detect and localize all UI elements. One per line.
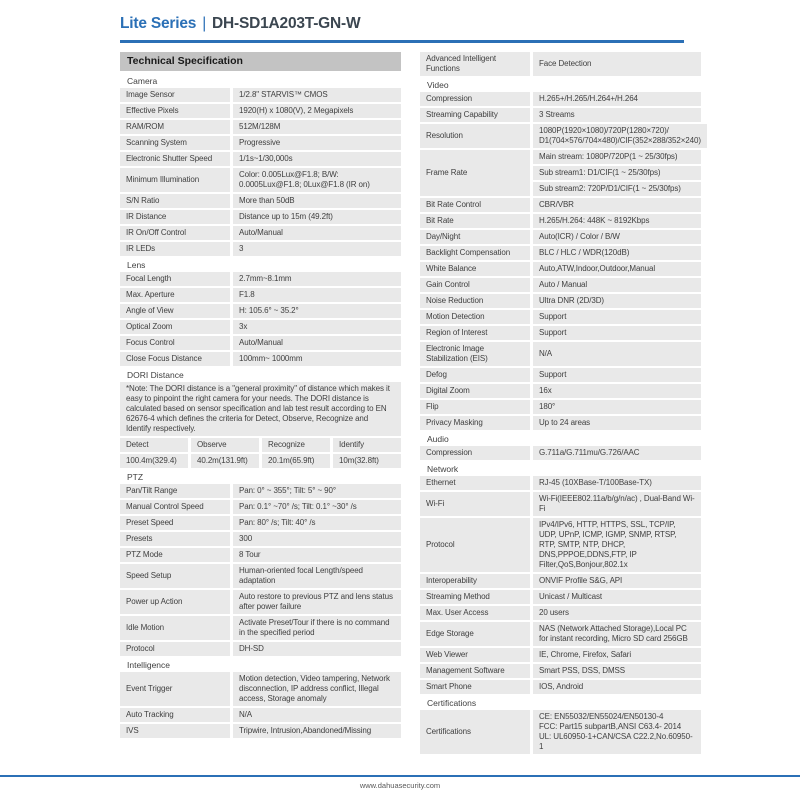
section-label: Audio xyxy=(427,434,449,444)
spec-row xyxy=(420,310,701,324)
spec-label: Defog xyxy=(420,368,530,382)
spec-value: Wi-Fi(IEEE802.11a/b/g/n/ac) , Dual-Band Wi-Fi xyxy=(533,492,701,516)
spec-label: Motion Detection xyxy=(420,310,530,324)
spec-label: Smart Phone xyxy=(420,680,530,694)
spec-row xyxy=(120,104,401,118)
spec-value: Tripwire, Intrusion,Abandoned/Missing xyxy=(233,724,401,738)
dori-value-cell: 100.4m(329.4) xyxy=(120,454,188,468)
spec-value: Activate Preset/Tour if there is no command in the specified period xyxy=(233,616,401,640)
spec-value: G.711a/G.711mu/G.726/AAC xyxy=(533,446,701,460)
spec-label: Angle of View xyxy=(120,304,230,318)
spec-row xyxy=(420,124,701,148)
spec-label: Wi-Fi xyxy=(420,492,530,516)
spec-label: Backlight Compensation xyxy=(420,246,530,260)
spec-value: Auto / Manual xyxy=(533,278,701,292)
spec-label: Bit Rate Control xyxy=(420,198,530,212)
spec-value: 3x xyxy=(233,320,401,334)
spec-label: Manual Control Speed xyxy=(120,500,230,514)
spec-value: Distance up to 15m (49.2ft) xyxy=(233,210,401,224)
spec-value: Up to 24 areas xyxy=(533,416,701,430)
spec-value: IE, Chrome, Firefox, Safari xyxy=(533,648,701,662)
spec-value: Human-oriented focal Length/speed adaptation xyxy=(233,564,401,588)
spec-row xyxy=(420,198,701,212)
spec-label: Frame Rate xyxy=(420,150,530,196)
spec-value: Pan: 80° /s; Tilt: 40° /s xyxy=(233,516,401,530)
spec-value: More than 50dB xyxy=(233,194,401,208)
spec-value: Auto(ICR) / Color / B/W xyxy=(533,230,701,244)
spec-label: Bit Rate xyxy=(420,214,530,228)
spec-row xyxy=(120,642,401,656)
spec-label: Noise Reduction xyxy=(420,294,530,308)
spec-row xyxy=(120,724,401,738)
spec-label: Focal Length xyxy=(120,272,230,286)
spec-value: Support xyxy=(533,368,701,382)
section-label: PTZ xyxy=(127,472,144,482)
spec-label: Ethernet xyxy=(420,476,530,490)
spec-row xyxy=(120,564,401,588)
spec-value: Support xyxy=(533,326,701,340)
spec-row xyxy=(420,574,701,588)
spec-row xyxy=(420,108,701,122)
spec-row xyxy=(420,342,701,366)
spec-row xyxy=(120,320,401,334)
spec-label: Streaming Capability xyxy=(420,108,530,122)
spec-label: S/N Ratio xyxy=(120,194,230,208)
spec-value: CE: EN55032/EN55024/EN50130-4 FCC: Part15 subpartB,ANSI C63.4- 2014 UL: UL60950-1+CAN/CSA C22.2,No.60950-1 xyxy=(533,710,701,754)
spec-label: PTZ Mode xyxy=(120,548,230,562)
spec-label: Edge Storage xyxy=(420,622,530,646)
spec-label: Privacy Masking xyxy=(420,416,530,430)
spec-value: RJ-45 (10XBase-T/100Base-TX) xyxy=(533,476,701,490)
dori-value-cell: 20.1m(65.9ft) xyxy=(262,454,330,468)
spec-row xyxy=(120,484,401,498)
spec-row xyxy=(420,622,701,646)
spec-row xyxy=(120,548,401,562)
spec-label: Management Software xyxy=(420,664,530,678)
spec-row xyxy=(120,194,401,208)
spec-value: 2.7mm~8.1mm xyxy=(233,272,401,286)
dori-header-row xyxy=(120,438,401,452)
spec-row xyxy=(420,92,701,106)
spec-label: Web Viewer xyxy=(420,648,530,662)
spec-value: 300 xyxy=(233,532,401,546)
spec-value: Smart PSS, DSS, DMSS xyxy=(533,664,701,678)
spec-label: IR Distance xyxy=(120,210,230,224)
spec-label: IVS xyxy=(120,724,230,738)
spec-label: Region of Interest xyxy=(420,326,530,340)
spec-label: Certifications xyxy=(420,710,530,754)
spec-value: H.265/H.264: 448K ~ 8192Kbps xyxy=(533,214,701,228)
spec-label: Compression xyxy=(420,92,530,106)
spec-value: Auto restore to previous PTZ and lens status after power failure xyxy=(233,590,401,614)
spec-value: 1/1s~1/30,000s xyxy=(233,152,401,166)
left-spec-table xyxy=(120,74,401,738)
spec-row xyxy=(120,136,401,150)
spec-row xyxy=(420,246,701,260)
spec-value-stack xyxy=(533,150,701,196)
spec-label: Advanced Intelligent Functions xyxy=(420,52,530,76)
spec-row xyxy=(120,210,401,224)
footer-rule xyxy=(0,775,800,777)
spec-value: Auto/Manual xyxy=(233,226,401,240)
spec-subvalue: Sub stream2: 720P/D1/CIF(1 ~ 25/30fps) xyxy=(533,182,701,196)
spec-value: N/A xyxy=(533,342,701,366)
spec-value: Face Detection xyxy=(533,52,701,76)
spec-label: Digital Zoom xyxy=(420,384,530,398)
model-number: DH-SD1A203T-GN-W xyxy=(212,15,361,32)
spec-value: Pan: 0° ~ 355°; Tilt: 5° ~ 90° xyxy=(233,484,401,498)
spec-row xyxy=(420,664,701,678)
spec-value: Color: 0.005Lux@F1.8; B/W: 0.0005Lux@F1.8; 0Lux@F1.8 (IR on) xyxy=(233,168,401,192)
spec-row xyxy=(120,500,401,514)
section-label: Video xyxy=(427,80,449,90)
spec-row xyxy=(120,352,401,366)
spec-row xyxy=(120,120,401,134)
spec-row xyxy=(420,230,701,244)
spec-label: IR On/Off Control xyxy=(120,226,230,240)
spec-value: 180° xyxy=(533,400,701,414)
spec-label: Auto Tracking xyxy=(120,708,230,722)
spec-row xyxy=(420,384,701,398)
spec-value: DH-SD xyxy=(233,642,401,656)
spec-label: Day/Night xyxy=(420,230,530,244)
series-name: Lite Series xyxy=(120,15,197,32)
spec-label: Electronic Image Stabilization (EIS) xyxy=(420,342,530,366)
spec-value: ONVIF Profile S&G, API xyxy=(533,574,701,588)
spec-row xyxy=(120,532,401,546)
dori-header-cell: Identify xyxy=(333,438,401,452)
spec-row xyxy=(120,304,401,318)
spec-label: Close Focus Distance xyxy=(120,352,230,366)
spec-row xyxy=(120,516,401,530)
spec-value: Motion detection, Video tampering, Network disconnection, IP address conflict, Illegal access, Storage anomaly xyxy=(233,672,401,706)
spec-label: Power up Action xyxy=(120,590,230,614)
section-label: Lens xyxy=(127,260,146,270)
dori-header-cell: Recognize xyxy=(262,438,330,452)
spec-label: Event Trigger xyxy=(120,672,230,706)
spec-row xyxy=(420,518,701,572)
spec-label: Presets xyxy=(120,532,230,546)
spec-value: 16x xyxy=(533,384,701,398)
dori-header-cell: Detect xyxy=(120,438,188,452)
spec-row xyxy=(120,708,401,722)
footer-url: www.dahuasecurity.com xyxy=(359,781,441,790)
spec-label: Gain Control xyxy=(420,278,530,292)
spec-row xyxy=(420,606,701,620)
spec-label: Flip xyxy=(420,400,530,414)
spec-label: Interoperability xyxy=(420,574,530,588)
spec-row xyxy=(420,400,701,414)
spec-label: Compression xyxy=(420,446,530,460)
spec-value: 20 users xyxy=(533,606,701,620)
spec-label: Minimum Illumination xyxy=(120,168,230,192)
spec-row xyxy=(420,492,701,516)
dori-header-cell: Observe xyxy=(191,438,259,452)
spec-value: 512M/128M xyxy=(233,120,401,134)
spec-row xyxy=(120,226,401,240)
spec-row xyxy=(420,368,701,382)
spec-value: Pan: 0.1° ~70° /s; Tilt: 0.1° ~30° /s xyxy=(233,500,401,514)
spec-value: 3 xyxy=(233,242,401,256)
spec-label: Scanning System xyxy=(120,136,230,150)
spec-value: Progressive xyxy=(233,136,401,150)
spec-row xyxy=(420,590,701,604)
section-label: Network xyxy=(427,464,459,474)
dori-value-cell: 40.2m(131.9ft) xyxy=(191,454,259,468)
spec-label: White Balance xyxy=(420,262,530,276)
spec-row xyxy=(420,476,701,490)
dori-value-cell: 10m(32.8ft) xyxy=(333,454,401,468)
spec-label: IR LEDs xyxy=(120,242,230,256)
spec-value: BLC / HLC / WDR(120dB) xyxy=(533,246,701,260)
spec-label: Effective Pixels xyxy=(120,104,230,118)
spec-value: Auto,ATW,Indoor,Outdoor,Manual xyxy=(533,262,701,276)
spec-label: Preset Speed xyxy=(120,516,230,530)
spec-value: 100mm~ 1000mm xyxy=(233,352,401,366)
spec-label: Optical Zoom xyxy=(120,320,230,334)
section-label: Camera xyxy=(127,76,158,86)
spec-label: Max. Aperture xyxy=(120,288,230,302)
spec-value: NAS (Network Attached Storage),Local PC for instant recording, Micro SD card 256GB xyxy=(533,622,701,646)
left-column xyxy=(120,52,401,740)
spec-label: Speed Setup xyxy=(120,564,230,588)
spec-row xyxy=(120,242,401,256)
spec-label: Protocol xyxy=(420,518,530,572)
spec-row xyxy=(420,278,701,292)
spec-label: Image Sensor xyxy=(120,88,230,102)
spec-label: Idle Motion xyxy=(120,616,230,640)
right-column xyxy=(420,52,701,756)
spec-label: Max. User Access xyxy=(420,606,530,620)
spec-value: N/A xyxy=(233,708,401,722)
spec-label: Protocol xyxy=(120,642,230,656)
spec-row xyxy=(420,416,701,430)
spec-row xyxy=(120,168,401,192)
spec-row xyxy=(420,214,701,228)
spec-value: H.265+/H.265/H.264+/H.264 xyxy=(533,92,701,106)
spec-value: Auto/Manual xyxy=(233,336,401,350)
spec-label: Pan/Tilt Range xyxy=(120,484,230,498)
spec-row xyxy=(420,262,701,276)
spec-value: CBR/VBR xyxy=(533,198,701,212)
dori-note: *Note: The DORI distance is a "general proximity" of distance which makes it easy to pinpoint the right camera for your needs. The DORI distance is calculated based on sensor specification and lab test result according to EN 62676-4 which defines the criteria for Detect, Observe, Recognize and Identify respectively. xyxy=(120,382,401,436)
spec-value: F1.8 xyxy=(233,288,401,302)
spec-value: 1920(H) x 1080(V), 2 Megapixels xyxy=(233,104,401,118)
spec-value: IOS, Android xyxy=(533,680,701,694)
spec-label: RAM/ROM xyxy=(120,120,230,134)
spec-value: IPv4/IPv6, HTTP, HTTPS, SSL, TCP/IP, UDP, UPnP, ICMP, IGMP, SNMP, RTSP, RTP, SMTP, NTP, DHCP, DNS,PPPOE,DDNS,FTP, IP Filter,QoS,Bonjour,802.1x xyxy=(533,518,701,572)
spec-row xyxy=(120,336,401,350)
spec-row xyxy=(120,616,401,640)
right-spec-table xyxy=(420,52,701,754)
spec-subvalue: Sub stream1: D1/CIF(1 ~ 25/30fps) xyxy=(533,166,701,180)
spec-value: 8 Tour xyxy=(233,548,401,562)
spec-subvalue: Main stream: 1080P/720P(1 ~ 25/30fps) xyxy=(533,150,701,164)
spec-row xyxy=(420,326,701,340)
page-title xyxy=(120,15,360,33)
spec-row xyxy=(420,52,701,76)
spec-value: 1/2.8" STARVIS™ CMOS xyxy=(233,88,401,102)
dori-value-row xyxy=(120,454,401,468)
spec-row xyxy=(420,294,701,308)
spec-row xyxy=(120,672,401,706)
spec-label: Resolution xyxy=(420,124,530,148)
technical-specification-header: Technical Specification xyxy=(120,52,401,71)
section-label: Intelligence xyxy=(127,660,171,670)
title-divider: | xyxy=(202,15,207,32)
spec-row xyxy=(120,152,401,166)
section-label: Certifications xyxy=(427,698,477,708)
spec-row xyxy=(420,150,701,196)
spec-row xyxy=(420,648,701,662)
spec-row xyxy=(120,590,401,614)
spec-value: 3 Streams xyxy=(533,108,701,122)
spec-row xyxy=(420,710,701,754)
spec-label: Electronic Shutter Speed xyxy=(120,152,230,166)
spec-value: Support xyxy=(533,310,701,324)
spec-value: 1080P(1920×1080)/720P(1280×720)/ D1(704×576/704×480)/CIF(352×288/352×240) xyxy=(533,124,707,148)
spec-row xyxy=(420,680,701,694)
spec-value: Unicast / Multicast xyxy=(533,590,701,604)
spec-label: Streaming Method xyxy=(420,590,530,604)
title-rule xyxy=(120,40,684,43)
spec-row xyxy=(120,272,401,286)
spec-label: Focus Control xyxy=(120,336,230,350)
spec-row xyxy=(120,88,401,102)
spec-row xyxy=(120,288,401,302)
spec-value: H: 105.6° ~ 35.2° xyxy=(233,304,401,318)
spec-value: Ultra DNR (2D/3D) xyxy=(533,294,701,308)
spec-row xyxy=(420,446,701,460)
section-label: DORI Distance xyxy=(127,370,184,380)
